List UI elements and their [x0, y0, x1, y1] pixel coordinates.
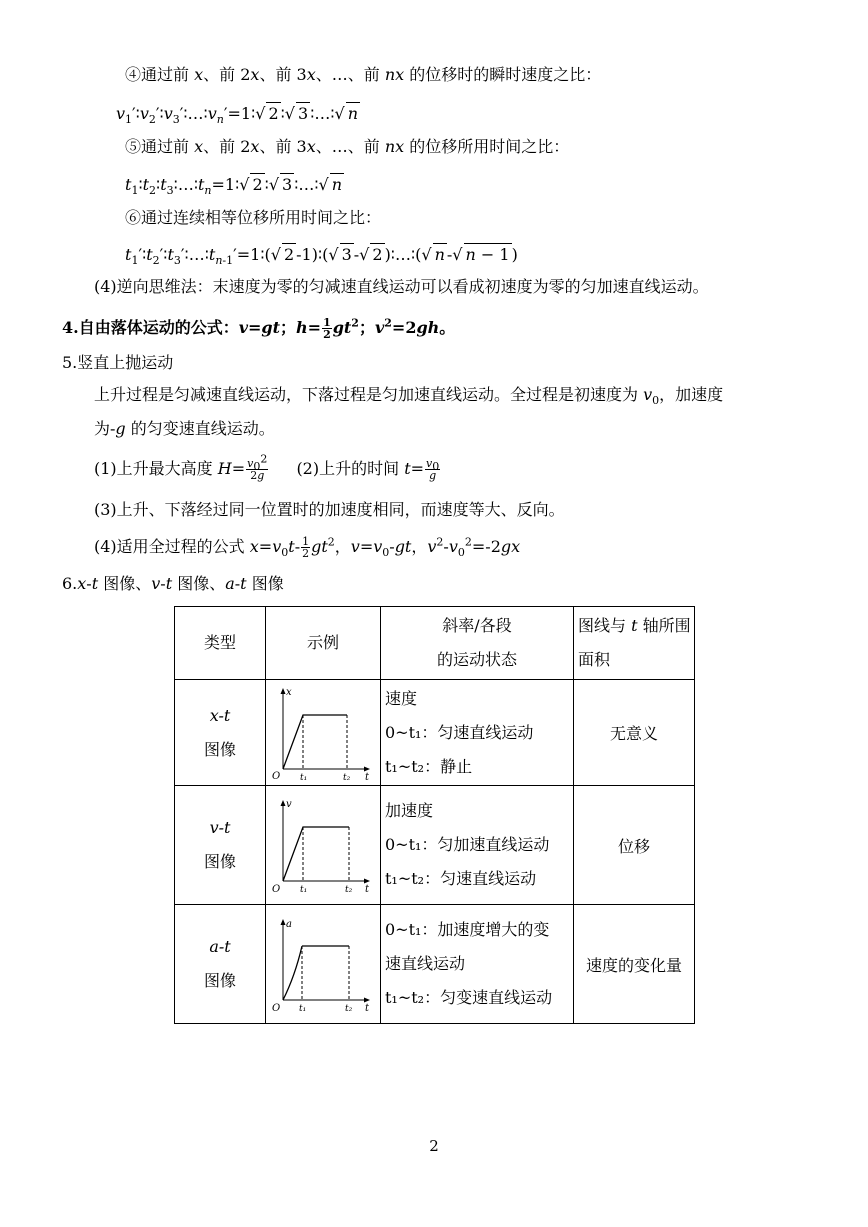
vt-graph: [269, 795, 377, 895]
row-desc-line3: t₁~t₂：匀速直线运动: [385, 869, 537, 888]
xt-t1-label: t₁: [300, 772, 308, 781]
table-row: [175, 786, 695, 905]
vertical-throw-heading: 5.竖直上抛运动: [62, 353, 174, 372]
at-t-axis-label: t: [365, 1003, 370, 1014]
row-type-line2: 图像: [203, 739, 236, 759]
header-type: 类型: [175, 607, 266, 680]
row-type-line2: 图像: [203, 852, 236, 871]
at-origin-label: O: [272, 1003, 281, 1014]
row-desc: [381, 905, 574, 1024]
vt-t2-label: t₂: [345, 885, 353, 895]
header-slope-line1: 斜率/各段: [442, 616, 512, 635]
row-type-line1: x-t: [209, 705, 231, 725]
row-desc-line2: 0~t₁：匀速直线运动: [385, 722, 534, 742]
item6-title: ⑥通过连续相等位移所用时间之比：: [125, 208, 382, 227]
row-type: [175, 786, 266, 905]
at-t2-label: t₂: [345, 1004, 353, 1014]
table-header-row: [175, 607, 695, 680]
row-type: [175, 905, 266, 1024]
at-t1-label: t₁: [299, 1004, 307, 1014]
header-slope-line2: 的运动状态: [436, 650, 517, 669]
row-desc-line3: t₁~t₂：匀变速直线运动: [385, 988, 553, 1007]
row-desc-line2: 0~t₁：匀加速直线运动: [385, 835, 550, 854]
motion-graphs-table: [174, 606, 695, 1024]
row-type-line1: a-t: [209, 937, 231, 956]
vertical-throw-p1-p2: (1)上升最大高度 H= $\frac{v_0^2}{2g}$ (2)上升的时间 t= $\frac{v_0}{g}$: [94, 452, 440, 482]
item6-formula: $t_1'∶t_2'∶t_3'∶\dots∶t_{n-1}'=1∶(√$ 2 -1)∶(√ 3 -√ 2 )∶…∶(√ n -√ n − 1 ): [125, 245, 518, 268]
header-area: [574, 607, 695, 680]
xt-t2-label: t₂: [343, 772, 351, 781]
row-area: 速度的变化量: [574, 905, 695, 1024]
xt-y-axis-label: x: [286, 686, 292, 698]
vertical-throw-desc1: 上升过程是匀减速直线运动，下落过程是匀加速直线运动。全过程是初速度为 $v_0$，加速度: [94, 385, 724, 408]
item5-title: ⑤通过前 x、前 2x、前 3x、…、前 nx 的位移所用时间之比：: [125, 137, 570, 156]
free-fall-line: 4.自由落体运动的公式：v=gt；h= $\frac{1}{2}$ $gt^2$；$v^2=2gh$。: [62, 316, 456, 341]
row-area: 无意义: [574, 680, 695, 786]
vertical-throw-p3: (3)上升、下落经过同一位置时的加速度相同，而速度等大、反向。: [94, 500, 565, 519]
row-type-line1: v-t: [209, 818, 231, 837]
item4-title: ④通过前 x、前 2x、前 3x、…、前 nx 的位移时的瞬时速度之比：: [125, 65, 602, 84]
xt-t-axis-label: t: [365, 771, 370, 781]
vertical-throw-desc2: 为-g 的匀变速直线运动。: [94, 419, 275, 438]
row-desc-line2: 速直线运动: [385, 954, 466, 973]
at-y-axis-label: a: [286, 919, 292, 930]
at-graph: [269, 914, 377, 1014]
item5-formula: $t_1∶t_2∶t_3∶\dots∶t_n=1∶√$ 2 ∶√ 3 ∶…∶√ n: [125, 175, 343, 198]
header-slope: [381, 607, 574, 680]
table-row: [175, 680, 695, 786]
page-number: 2: [429, 1137, 439, 1155]
row-desc-line3: t₁~t₂：静止: [385, 756, 473, 776]
vt-origin-label: O: [272, 884, 281, 895]
row-desc: [381, 680, 574, 786]
row-desc-line1: 0~t₁：加速度增大的变: [385, 920, 550, 939]
header-area-line2: 面积: [578, 650, 611, 669]
free-fall-heading: 4.自由落体运动的公式：: [62, 318, 239, 337]
vertical-throw-p4: (4)适用全过程的公式 $x=v_0t-$ $\frac{1}{2}$ $gt^2$，$v=v_0-gt$，$v^2-v_0^2=-2gx$: [94, 535, 521, 560]
table-row: [175, 905, 695, 1024]
vt-t1-label: t₁: [300, 885, 308, 895]
header-example: 示例: [266, 607, 381, 680]
row-example-graph: [266, 786, 381, 905]
vt-t-axis-label: t: [365, 884, 370, 895]
row-type: [175, 680, 266, 786]
reverse-thinking: (4)逆向思维法：末速度为零的匀减速直线运动可以看成初速度为零的匀加速直线运动。: [94, 277, 709, 296]
row-area: 位移: [574, 786, 695, 905]
item4-formula: $v_1'∶v_2'∶v_3'∶\dots∶v_n'=1∶√$ 2 ∶√ 3 ∶…∶√ n: [116, 104, 359, 127]
row-desc-line1: 加速度: [385, 801, 434, 820]
row-example-graph: [266, 905, 381, 1024]
xt-graph: [269, 685, 377, 781]
row-type-line2: 图像: [203, 971, 236, 990]
header-area-line1: 图线与 t 轴所围: [578, 616, 691, 635]
row-example-graph: [266, 680, 381, 786]
xt-origin-label: O: [272, 770, 281, 781]
row-desc-line1: 速度: [385, 688, 418, 708]
row-desc: [381, 786, 574, 905]
graphs-heading: 6.x-t 图像、v-t 图像、a-t 图像: [62, 574, 284, 593]
vt-y-axis-label: v: [286, 799, 292, 810]
